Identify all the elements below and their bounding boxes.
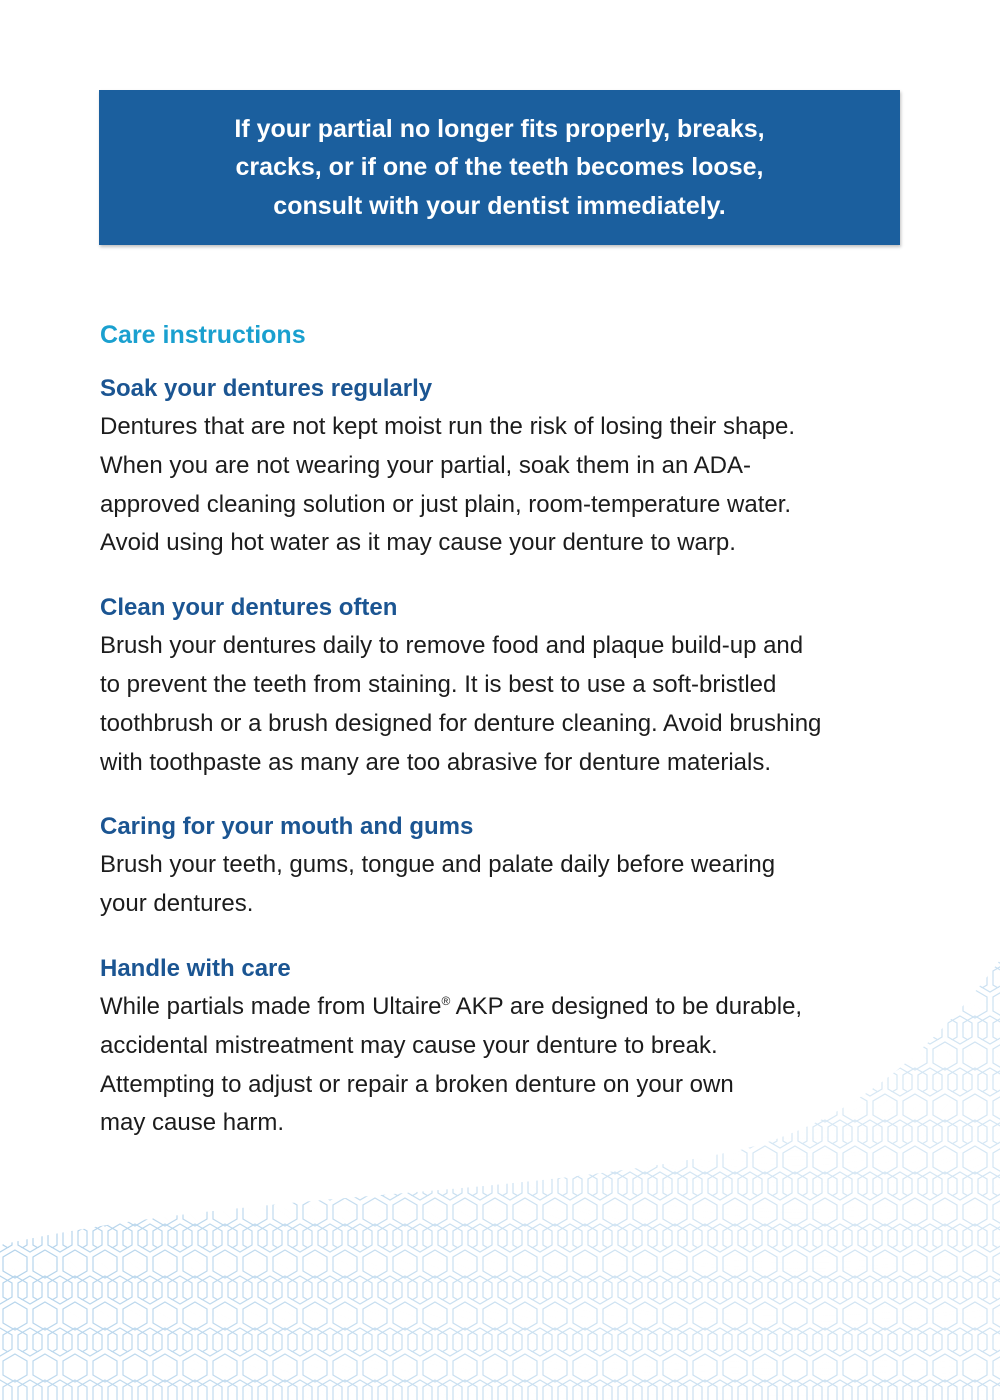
important-notice-box <box>99 90 900 245</box>
paragraph-line: with toothpaste as many are too abrasive for denture materials. <box>100 748 772 776</box>
care-instructions <box>100 318 960 1169</box>
registered-mark: ® <box>441 993 451 1008</box>
care-instructions-heading: Care instructions <box>100 321 306 349</box>
paragraph-line: to prevent the teeth from staining. It is best to use a soft-bristled <box>100 670 777 698</box>
paragraph-line: Brush your dentures daily to remove food and plaque build-up and <box>100 632 804 660</box>
section-title: Caring for your mouth and gums <box>100 813 474 841</box>
paragraph-line: your dentures. <box>100 890 254 918</box>
paragraph-line: Dentures that are not kept moist run the risk of losing their shape. <box>100 413 796 440</box>
section-soak-dentures <box>100 370 960 563</box>
notice-line: If your partial no longer fits properly, breaks, <box>234 114 765 143</box>
section-title: Handle with care <box>100 954 291 982</box>
paragraph-line <box>100 988 960 1027</box>
paragraph-line: Avoid using hot water as it may cause your denture to warp. <box>100 529 736 557</box>
notice-line: consult with your dentist immediately. <box>273 191 726 220</box>
section-handle-with-care <box>100 950 960 1143</box>
text-run: While partials made from Ultaire <box>100 992 442 1020</box>
section-mouth-and-gums <box>100 808 960 924</box>
section-title: Soak your dentures regularly <box>100 375 433 402</box>
paragraph-line: Brush your teeth, gums, tongue and palate daily before wearing <box>100 851 776 879</box>
paragraph-line: approved cleaning solution or just plain, room-temperature water. <box>100 490 792 518</box>
notice-line: cracks, or if one of the teeth becomes loose, <box>235 153 764 182</box>
section-title: Clean your dentures often <box>100 594 398 622</box>
paragraph-line: accidental mistreatment may cause your denture to break. <box>100 1031 718 1059</box>
paragraph-line: may cause harm. <box>100 1109 285 1137</box>
paragraph-line: toothbrush or a brush designed for denture cleaning. Avoid brushing <box>100 709 822 737</box>
section-clean-dentures <box>100 589 960 782</box>
paragraph-line: When you are not wearing your partial, soak them in an ADA- <box>100 451 751 479</box>
text-run: AKP are designed to be durable, <box>450 992 803 1020</box>
paragraph-line: Attempting to adjust or repair a broken denture on your own <box>100 1070 734 1098</box>
